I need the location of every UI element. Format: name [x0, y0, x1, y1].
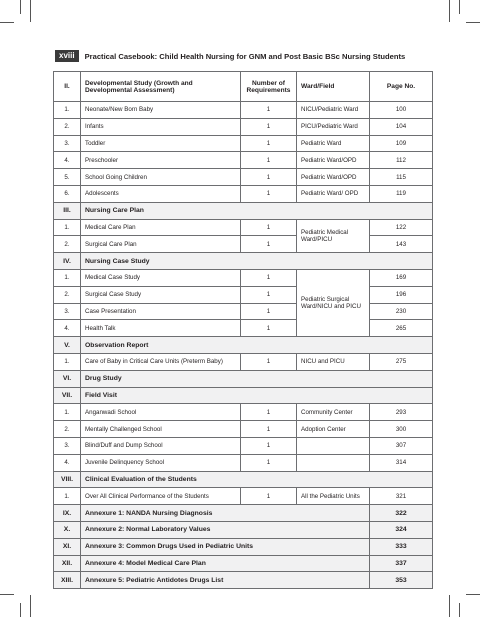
item-page: 307 — [370, 437, 433, 454]
annexure-number: XI. — [54, 538, 81, 555]
item-name: Blind/Duff and Dump School — [81, 437, 241, 454]
item-requirements: 1 — [241, 236, 297, 253]
annexure-page: 333 — [370, 538, 433, 555]
item-number: 1. — [54, 488, 81, 505]
item-requirements: 1 — [241, 286, 297, 303]
item-page: 314 — [370, 454, 433, 471]
table-row — [54, 421, 433, 438]
item-page: 230 — [370, 303, 433, 320]
crop-mark — [30, 595, 31, 617]
item-name: Medical Care Plan — [81, 219, 241, 236]
annexure-number: XIII. — [54, 572, 81, 589]
item-page: 196 — [370, 286, 433, 303]
section-title: Nursing Case Study — [81, 253, 433, 270]
item-ward — [297, 454, 370, 471]
item-requirements: 1 — [241, 219, 297, 236]
item-page: 265 — [370, 320, 433, 337]
item-name: Mentally Challenged School — [81, 421, 241, 438]
section-row — [54, 370, 433, 387]
item-ward: NICU/Pediatric Ward — [297, 102, 370, 119]
crop-mark — [466, 594, 480, 595]
item-page: 109 — [370, 135, 433, 152]
table-row — [54, 185, 433, 202]
item-page: 169 — [370, 269, 433, 286]
item-name: Preschooler — [81, 152, 241, 169]
item-name: Neonate/New Born Baby — [81, 102, 241, 119]
item-name: Case Presentation — [81, 303, 241, 320]
table-row — [54, 286, 433, 303]
table-row — [54, 219, 433, 236]
section-title: Drug Study — [81, 370, 433, 387]
annexure-page: 322 — [370, 505, 433, 522]
item-page: 119 — [370, 185, 433, 202]
item-number: 3. — [54, 303, 81, 320]
annexure-title: Annexure 5: Pediatric Antidotes Drugs List — [81, 572, 370, 589]
item-requirements: 1 — [241, 437, 297, 454]
table-row — [54, 404, 433, 421]
section-number: IV. — [54, 253, 81, 270]
item-requirements: 1 — [241, 404, 297, 421]
crop-mark — [0, 594, 14, 595]
item-page: 115 — [370, 169, 433, 186]
table-header-row — [54, 72, 433, 102]
page-header — [55, 50, 405, 62]
col-header-requirements: Number of Requirements — [241, 72, 297, 102]
item-number: 1. — [54, 219, 81, 236]
item-ward — [297, 437, 370, 454]
item-requirements: 1 — [241, 454, 297, 471]
section-number: III. — [54, 202, 81, 219]
table-row — [54, 135, 433, 152]
col-header-ward: Ward/Field — [297, 72, 370, 102]
annexure-page: 337 — [370, 555, 433, 572]
table-row — [54, 353, 433, 370]
item-ward: PICU/Pediatric Ward — [297, 118, 370, 135]
item-ward-merged: Pediatric Surgical Ward/NICU and PICU — [297, 269, 370, 336]
table-row — [54, 303, 433, 320]
item-requirements: 1 — [241, 303, 297, 320]
crop-mark — [30, 0, 31, 22]
section-row — [54, 471, 433, 488]
page-number-badge: xviii — [55, 50, 79, 62]
table-row — [54, 488, 433, 505]
section-row — [54, 337, 433, 354]
item-requirements: 1 — [241, 169, 297, 186]
item-page: 300 — [370, 421, 433, 438]
table-row — [54, 454, 433, 471]
item-requirements: 1 — [241, 269, 297, 286]
item-requirements: 1 — [241, 152, 297, 169]
item-page: 143 — [370, 236, 433, 253]
item-ward: NICU and PICU — [297, 353, 370, 370]
item-ward: Pediatric Ward — [297, 135, 370, 152]
item-number: 2. — [54, 421, 81, 438]
section-title: Clinical Evaluation of the Students — [81, 471, 433, 488]
item-page: 104 — [370, 118, 433, 135]
section-row — [54, 387, 433, 404]
item-number: 1. — [54, 269, 81, 286]
item-number: 3. — [54, 437, 81, 454]
annexure-page: 353 — [370, 572, 433, 589]
item-requirements: 1 — [241, 421, 297, 438]
crop-mark — [459, 603, 460, 617]
item-ward: Pediatric Ward/ OPD — [297, 185, 370, 202]
table-row — [54, 236, 433, 253]
item-requirements: 1 — [241, 488, 297, 505]
table-row — [54, 437, 433, 454]
item-name: Infants — [81, 118, 241, 135]
table-row — [54, 118, 433, 135]
item-number: 2. — [54, 286, 81, 303]
item-name: Adolescents — [81, 185, 241, 202]
section-number: VIII. — [54, 471, 81, 488]
crop-mark — [20, 0, 21, 14]
item-ward: Adoption Center — [297, 421, 370, 438]
item-requirements: 1 — [241, 320, 297, 337]
contents-table — [53, 71, 433, 589]
annexure-title: Annexure 3: Common Drugs Used in Pediatric Units — [81, 538, 370, 555]
item-number: 3. — [54, 135, 81, 152]
annexure-row — [54, 505, 433, 522]
table-row — [54, 320, 433, 337]
item-name: Surgical Case Study — [81, 286, 241, 303]
col-header-item: Developmental Study (Growth and Developmental Assessment) — [81, 72, 241, 102]
section-title: Observation Report — [81, 337, 433, 354]
item-ward: Community Center — [297, 404, 370, 421]
annexure-number: XII. — [54, 555, 81, 572]
item-name: School Going Children — [81, 169, 241, 186]
section-number: V. — [54, 337, 81, 354]
annexure-row — [54, 538, 433, 555]
annexure-number: X. — [54, 521, 81, 538]
annexure-row — [54, 555, 433, 572]
item-requirements: 1 — [241, 353, 297, 370]
item-name: Anganwadi School — [81, 404, 241, 421]
running-title: Practical Casebook: Child Health Nursing for GNM and Post Basic BSc Nursing Students — [84, 51, 406, 61]
item-number: 1. — [54, 404, 81, 421]
item-number: 6. — [54, 185, 81, 202]
item-number: 4. — [54, 454, 81, 471]
item-ward: Pediatric Ward/OPD — [297, 152, 370, 169]
table-row — [54, 102, 433, 119]
item-number: 1. — [54, 353, 81, 370]
crop-mark — [459, 0, 460, 14]
item-name: Care of Baby in Critical Care Units (Preterm Baby) — [81, 353, 241, 370]
annexure-number: IX. — [54, 505, 81, 522]
section-number: VII. — [54, 387, 81, 404]
annexure-page: 324 — [370, 521, 433, 538]
item-ward: All the Pediatric Units — [297, 488, 370, 505]
item-page: 100 — [370, 102, 433, 119]
annexure-title: Annexure 1: NANDA Nursing Diagnosis — [81, 505, 370, 522]
item-name: Health Talk — [81, 320, 241, 337]
item-page: 122 — [370, 219, 433, 236]
item-number: 1. — [54, 102, 81, 119]
item-requirements: 1 — [241, 135, 297, 152]
item-name: Juvenile Delinquency School — [81, 454, 241, 471]
table-row — [54, 152, 433, 169]
item-page: 321 — [370, 488, 433, 505]
item-page: 112 — [370, 152, 433, 169]
crop-mark — [0, 22, 14, 23]
col-header-number: II. — [54, 72, 81, 102]
item-name: Toddler — [81, 135, 241, 152]
annexure-title: Annexure 2: Normal Laboratory Values — [81, 521, 370, 538]
item-ward: Pediatric Ward/OPD — [297, 169, 370, 186]
crop-mark — [20, 603, 21, 617]
crop-mark — [449, 0, 450, 22]
item-requirements: 1 — [241, 118, 297, 135]
section-row — [54, 202, 433, 219]
item-page: 275 — [370, 353, 433, 370]
annexure-row — [54, 521, 433, 538]
crop-mark — [449, 595, 450, 617]
crop-mark — [466, 22, 480, 23]
item-number: 2. — [54, 236, 81, 253]
item-requirements: 1 — [241, 102, 297, 119]
table-row — [54, 269, 433, 286]
section-title: Nursing Care Plan — [81, 202, 433, 219]
col-header-page: Page No. — [370, 72, 433, 102]
item-page: 293 — [370, 404, 433, 421]
item-name: Over All Clinical Performance of the Students — [81, 488, 241, 505]
item-name: Surgical Care Plan — [81, 236, 241, 253]
item-number: 4. — [54, 320, 81, 337]
section-number: VI. — [54, 370, 81, 387]
section-row — [54, 253, 433, 270]
annexure-title: Annexure 4: Model Medical Care Plan — [81, 555, 370, 572]
item-number: 5. — [54, 169, 81, 186]
item-ward-merged: Pediatric Medical Ward/PICU — [297, 219, 370, 253]
table-row — [54, 169, 433, 186]
item-number: 2. — [54, 118, 81, 135]
item-number: 4. — [54, 152, 81, 169]
item-requirements: 1 — [241, 185, 297, 202]
section-title: Field Visit — [81, 387, 433, 404]
annexure-row — [54, 572, 433, 589]
item-name: Medical Case Study — [81, 269, 241, 286]
